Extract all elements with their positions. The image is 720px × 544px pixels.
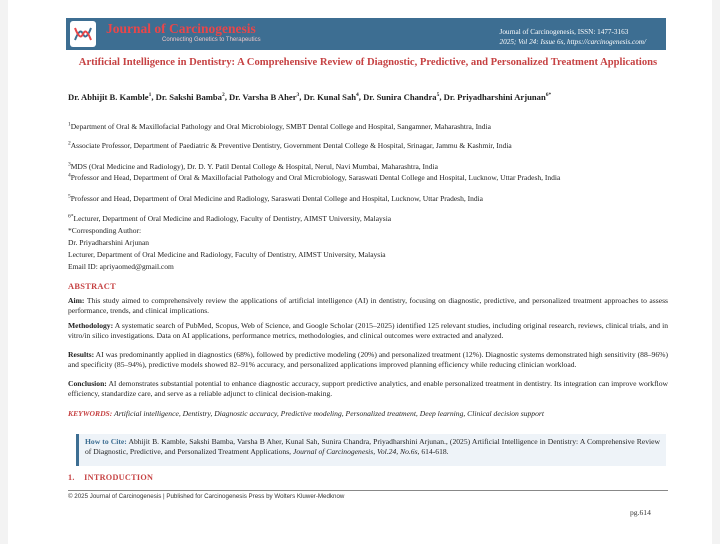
affiliation-2	[68, 141, 668, 151]
affiliation-sup: 4	[68, 172, 71, 179]
affiliation-text: Department of Oral & Maxillofacial Pathology and Oral Microbiology, SMBT Dental College and Hospital, Sangamner, Maharashtra, India	[70, 122, 491, 131]
journal-name: Journal of Carcinogenesis	[106, 21, 256, 36]
article-title: Artificial Intelligence in Dentistry: A Comprehensive Review of Diagnostic, Predictive, and Personalized Treatment Applications	[78, 57, 658, 68]
affiliation-text: Lecturer, Department of Oral Medicine and Radiology, Faculty of Dentistry, AIMST University, Malaysia	[73, 214, 392, 223]
affiliation-sup: 1	[68, 121, 71, 128]
affiliation-text: Associate Professor, Department of Paediatric & Preventive Dentistry, Government Dental College & Hospital, Srinagar, Jammu & Kashmir, India	[70, 141, 512, 150]
methodology-label: Methodology:	[68, 321, 114, 330]
cite-pages: 614-618.	[421, 446, 449, 456]
abstract-conclusion	[68, 379, 668, 398]
affiliation-4	[68, 173, 668, 183]
cite-label: How to Cite:	[85, 437, 127, 446]
how-to-cite-box	[76, 434, 666, 466]
affiliation-sup: 6*	[68, 213, 74, 220]
conclusion-label: Conclusion:	[68, 379, 107, 388]
author-name: Dr. Priyadharshini Arjunan	[443, 92, 546, 102]
affiliation-sup: 5	[68, 193, 71, 200]
abstract-results	[68, 350, 668, 369]
author-name: Dr. Sakshi Bamba	[155, 92, 222, 102]
issn-line: Journal of Carcinogenesis, ISSN: 1477-3163	[499, 28, 629, 36]
journal-header-banner	[66, 18, 666, 50]
page-number: pg.614	[630, 508, 651, 517]
author-name: Dr. Sunira Chandra	[363, 92, 437, 102]
document-page	[8, 0, 712, 544]
conclusion-text: AI demonstrates substantial potential to enhance diagnostic accuracy, support predictive analytics, and enable personalized treatment in dentistry. Its integration can improve workflow efficiency, standardize care, and serve as a reliable adjunct to clinical decision-making.	[68, 379, 668, 398]
affiliation-5	[68, 194, 668, 204]
keywords-label: KEYWORDS:	[68, 409, 113, 418]
affiliation-text: MDS (Oral Medicine and Radiology), Dr. D. Y. Patil Dental College & Hospital, Nerul, Navi Mumbai, Maharashtra, India	[70, 162, 438, 171]
abstract-aim	[68, 296, 668, 315]
affiliation-sup: 2	[68, 140, 71, 147]
corresponding-name: Dr. Priyadharshini Arjunan	[68, 238, 150, 247]
journal-logo-icon	[70, 21, 96, 47]
corresponding-label: *Corresponding Author:	[68, 226, 142, 235]
author-sup: 5	[436, 92, 440, 99]
journal-issue-info	[500, 27, 646, 47]
affiliation-sup: 3	[68, 161, 71, 168]
author-sup: 6*	[545, 92, 552, 99]
affiliation-1	[68, 122, 668, 132]
copyright-footer: © 2025 Journal of Carcinogenesis | Published for Carcinogenesis Press by Wolters Kluwer-Medknow	[68, 493, 345, 500]
keywords-text: Artificial intelligence, Dentistry, Diagnostic accuracy, Predictive modeling, Personalized treatment, Deep learning, Clinical decision support	[114, 409, 544, 418]
journal-tagline: Connecting Genetics to Therapeutics	[162, 37, 261, 43]
results-label: Results:	[68, 350, 95, 359]
corresponding-email[interactable]: Email ID: apriyaomed@gmail.com	[68, 262, 174, 271]
affiliation-text: Professor and Head, Department of Oral & Maxillofacial Pathology and Oral Microbiology, Saraswati Dental College and Hospital, Lucknow, Uttar Pradesh, India	[70, 173, 561, 182]
author-name: Dr. Varsha B Aher	[229, 92, 297, 102]
author-sup: 4	[356, 92, 359, 99]
aim-text: This study aimed to comprehensively review the applications of artificial intelligence (AI) in dentistry, focusing on diagnostic, predictive, and personalized treatment approaches to assess performance, trends, and clinical implications.	[68, 296, 668, 315]
affiliation-text: Professor and Head, Department of Oral Medicine and Radiology, Saraswati Dental College and Hospital, Lucknow, Uttar Pradesh, India	[70, 194, 483, 203]
cite-journal: Journal of Carcinogenesis, Vol.24, No.6s,	[292, 446, 420, 456]
footer-divider	[68, 490, 668, 491]
affiliation-6	[68, 214, 668, 224]
affiliation-3	[68, 162, 668, 172]
author-list: Dr. Abhijit B. Kamble$^1$, Dr. Sakshi Bamba$^2$, Dr. Varsha B Aher$^3$, Dr. Kunal Sah$^4$, Dr. Sunira Chandra$^5$, Dr. Priyadharshini Arjunan$^{6*}$	[68, 92, 552, 102]
cite-text: Abhijit B. Kamble, Sakshi Bamba, Varsha B Aher, Kunal Sah, Sunira Chandra, Priyadharshini Arjunan., (2025) Artificial Intelligence in Dentistry: A Comprehensive Review of Diagnostic, Predictive, and Personalized Treatment Applications,	[85, 437, 660, 456]
corresponding-position: Lecturer, Department of Oral Medicine and Radiology, Faculty of Dentistry, AIMST University, Malaysia	[68, 250, 386, 259]
aim-label: Aim:	[68, 296, 85, 305]
abstract-heading: ABSTRACT	[68, 282, 117, 291]
results-text: AI was predominantly applied in diagnostics (68%), followed by predictive modeling (20%) and personalized treatment (12%). Diagnostic systems demonstrated high sensitivity (88–96%) and specificity (85–94%), predictive models showed 82–91% accuracy, and personalized applications improved planning efficiency while reducing clinician workload.	[68, 350, 668, 369]
abstract-methodology	[68, 321, 668, 340]
author-name: Dr. Kunal Sah	[303, 92, 357, 102]
section-heading-introduction: 1. INTRODUCTION	[68, 473, 154, 482]
author-sup: 3	[296, 92, 300, 99]
author-sup: 1	[148, 92, 152, 99]
author-sup: 2	[221, 92, 225, 99]
author-name: Dr. Abhijit B. Kamble	[68, 92, 149, 102]
methodology-text: A systematic search of PubMed, Scopus, Web of Science, and Google Scholar (2015–2025) identified 125 relevant studies, including original research, reviews, clinical trials, and in vitro/in silico investigations. Data on AI applications, performance metrics, methodologies, and clinical outcomes were extracted and analyzed.	[68, 321, 668, 340]
volume-issue-line[interactable]: 2025; Vol 24: Issue 6s, https://carcinogenesis.com/	[499, 38, 646, 46]
keywords	[68, 409, 668, 419]
